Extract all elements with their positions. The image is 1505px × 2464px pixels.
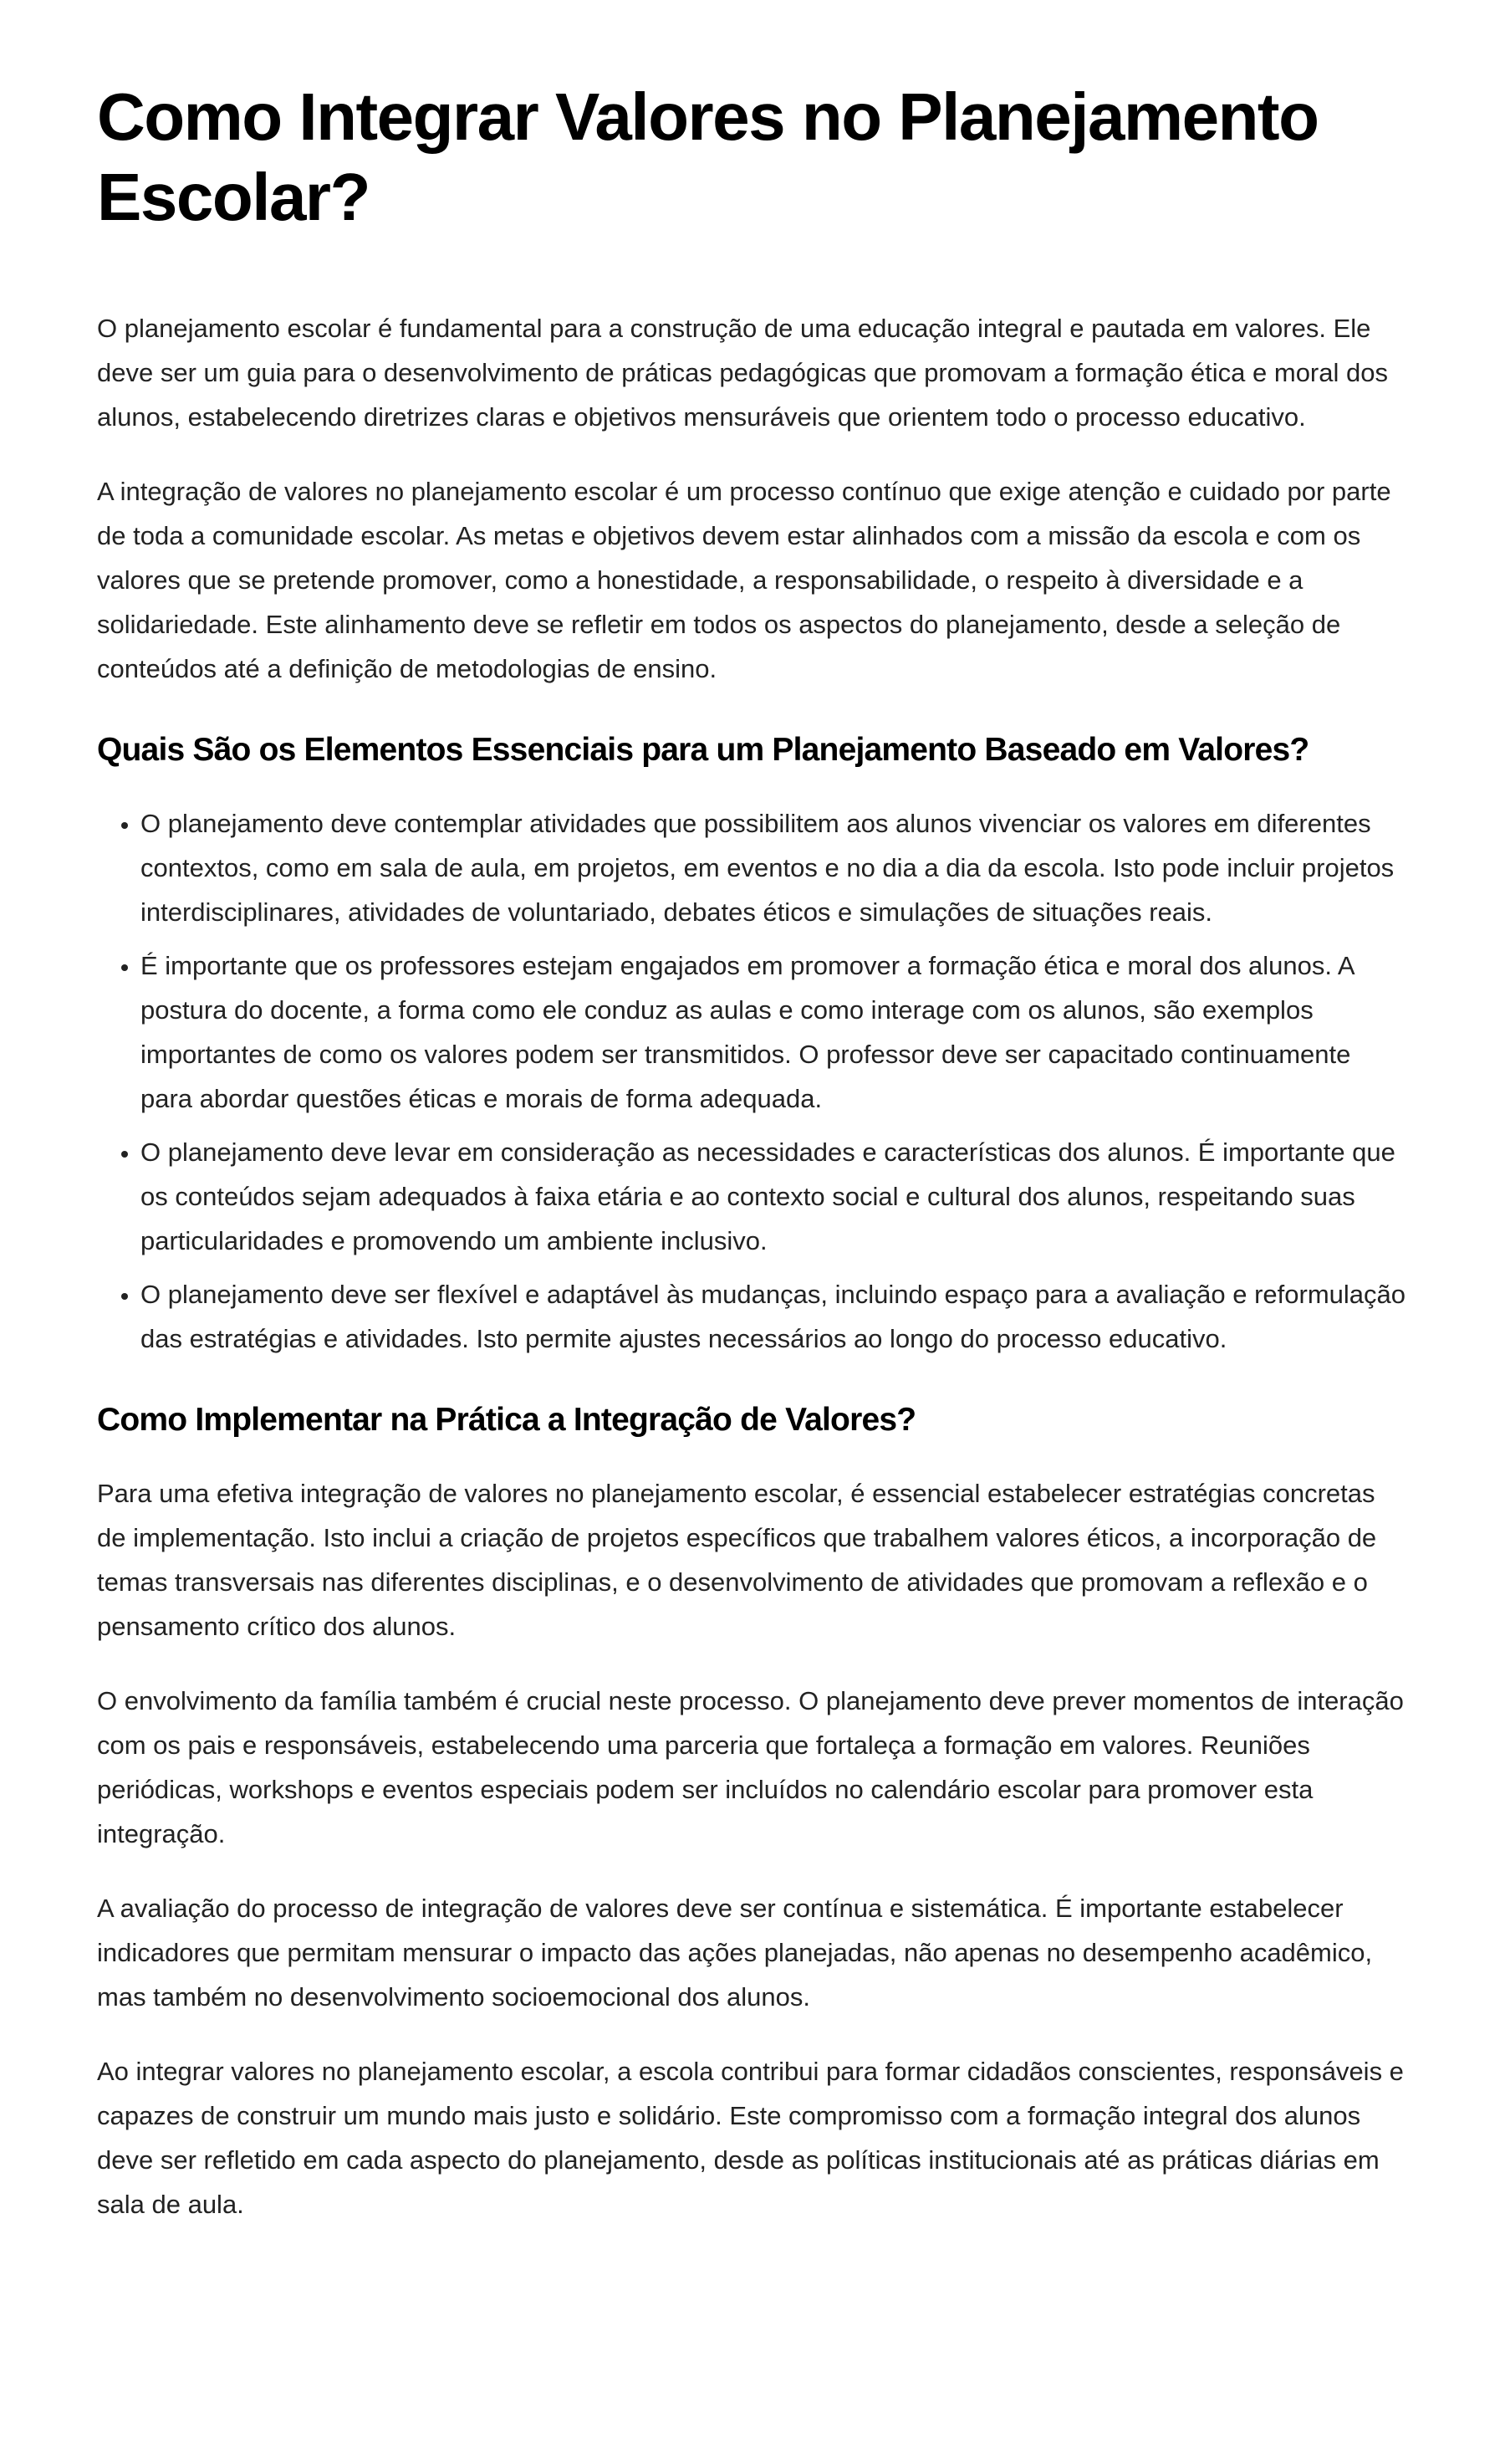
- section-heading-essential-elements: Quais São os Elementos Essenciais para um Planejamento Baseado em Valores?: [97, 732, 1309, 768]
- body-paragraph: A avaliação do processo de integração de valores deve ser contínua e sistemática. É importante estabelecer indicadores que permitam mensurar o impacto das ações planejadas, não apenas no desempenho acadêmico, mas também no desenvolvimento socioemocional dos alunos.: [97, 1894, 1373, 2012]
- intro-paragraph: O planejamento escolar é fundamental para a construção de uma educação integral e pautada em valores. Ele deve ser um guia para o desenvolvimento de práticas pedagógicas que promovam a formação ética e moral dos alunos, estabelecendo diretrizes claras e objetivos mensuráveis que orientem todo o processo educativo.: [97, 314, 1388, 432]
- list-item: • É importante que os professores estejam engajados em promover a formação ética e moral dos alunos. A postura do docente, a forma como ele conduz as aulas e como interage com os alunos, são exemplos importantes de como os valores podem ser transmitidos. O professor deve ser capacitado continuamente para abordar questões éticas e morais de forma adequada.: [140, 943, 1408, 1121]
- list-item: • O planejamento deve ser flexível e adaptável às mudanças, incluindo espaço para a avaliação e reformulação das estratégias e atividades. Isto permite ajustes necessários ao longo do processo educativo.: [140, 1272, 1408, 1361]
- body-paragraph: Para uma efetiva integração de valores no planejamento escolar, é essencial estabelecer estratégias concretas de implementação. Isto inclui a criação de projetos específicos que trabalhem valores éticos, a incorporação de temas transversais nas diferentes disciplinas, e o desenvolvimento de atividades que promovam a reflexão e o pensamento crítico dos alunos.: [97, 1479, 1377, 1641]
- intro-paragraph: A integração de valores no planejamento escolar é um processo contínuo que exige atenção e cuidado por parte de toda a comunidade escolar. As metas e objetivos devem estar alinhados com a missão da escola e com os valores que se pretende promover, como a honestidade, a responsabilidade, o respeito à diversidade e a solidariedade. Este alinhamento deve se refletir em todos os aspectos do planejamento, desde a seleção de conteúdos até a definição de metodologias de ensino.: [97, 477, 1391, 683]
- page-title: Como Integrar Valores no Planejamento Escolar?: [97, 79, 1319, 234]
- list-item: • O planejamento deve contemplar atividades que possibilitem aos alunos vivenciar os valores em diferentes contextos, como em sala de aula, em projetos, em eventos e no dia a dia da escola. Isto pode incluir projetos interdisciplinares, atividades de voluntariado, debates éticos e simulações de situações reais.: [140, 801, 1408, 934]
- body-paragraph: O envolvimento da família também é crucial neste processo. O planejamento deve prever momentos de interação com os pais e responsáveis, estabelecendo uma parceria que fortaleça a formação em valores. Reuniões periódicas, workshops e eventos especiais podem ser incluídos no calendário escolar para promover esta integração.: [97, 1686, 1404, 1848]
- section-heading-implementation: Como Implementar na Prática a Integração de Valores?: [97, 1402, 916, 1438]
- list-item: • O planejamento deve levar em consideração as necessidades e características dos alunos. É importante que os conteúdos sejam adequados à faixa etária e ao contexto social e cultural dos alunos, respeitando suas particularidades e promovendo um ambiente inclusivo.: [140, 1130, 1408, 1263]
- body-paragraph: Ao integrar valores no planejamento escolar, a escola contribui para formar cidadãos conscientes, responsáveis e capazes de construir um mundo mais justo e solidário. Este compromisso com a formação integral dos alunos deve ser refletido em cada aspecto do planejamento, desde as políticas institucionais até as práticas diárias em sala de aula.: [97, 2057, 1404, 2219]
- essential-elements-list: [97, 801, 1408, 1361]
